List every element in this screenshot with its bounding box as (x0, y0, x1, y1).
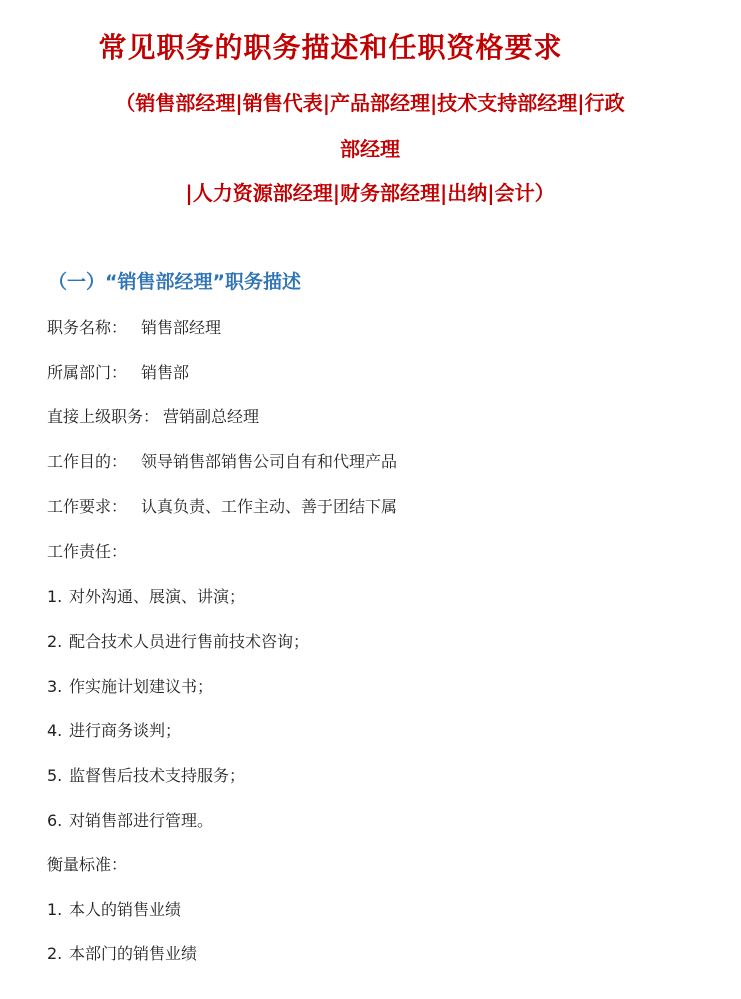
field-value: 销售部经理 (141, 318, 222, 337)
list-item (47, 898, 181, 922)
field-label: 职务名称： (47, 318, 128, 337)
list-item (47, 675, 213, 699)
list-item-number: 1. (47, 900, 63, 919)
list-item-text: 对销售部进行管理。 (69, 811, 214, 830)
list-item-text: 配合技术人员进行售前技术咨询； (69, 632, 310, 651)
list-item-text: 对外沟通、展演、讲演； (69, 587, 246, 606)
list-item-text: 本部门的销售业绩 (69, 944, 198, 963)
field-value: 领导销售部销售公司自有和代理产品 (141, 452, 398, 471)
list-item-number: 6. (47, 811, 63, 830)
list-item (47, 719, 181, 743)
list-item-number: 2. (47, 632, 63, 651)
field-department (47, 361, 189, 385)
list-item-number: 4. (47, 721, 63, 740)
list-item-text: 作实施计划建议书； (69, 677, 214, 696)
list-item (47, 764, 245, 788)
field-job-title (47, 316, 221, 340)
field-requirements (47, 495, 397, 519)
list-item (47, 630, 309, 654)
list-item-number: 5. (47, 766, 63, 785)
list-item-number: 3. (47, 677, 63, 696)
field-value: 销售部 (141, 363, 190, 382)
field-supervisor (47, 405, 259, 429)
list-item (47, 585, 245, 609)
field-label: 工作目的： (47, 452, 128, 471)
field-label: 工作要求： (47, 497, 128, 516)
field-value: 营销副总经理 (163, 407, 260, 426)
document-subtitle-line3: |人力资源部经理|财务部经理|出纳|会计） (185, 181, 555, 205)
document-subtitle-line2: 部经理 (340, 137, 400, 161)
list-item-number: 1. (47, 587, 63, 606)
list-item-text: 本人的销售业绩 (69, 900, 182, 919)
standards-label: 衡量标准： (47, 855, 128, 874)
list-item-text: 进行商务谈判； (69, 721, 182, 740)
list-item (47, 942, 197, 966)
field-label: 直接上级职务： (47, 407, 160, 426)
responsibilities-label: 工作责任： (47, 542, 128, 561)
list-item-number: 2. (47, 944, 63, 963)
document-title: 常见职务的职务描述和任职资格要求 (98, 31, 563, 64)
list-item (47, 809, 213, 833)
field-purpose (47, 450, 397, 474)
list-item-text: 监督售后技术支持服务； (69, 766, 246, 785)
document-subtitle-line1: （销售部经理|销售代表|产品部经理|技术支持部经理|行政 (115, 91, 625, 115)
field-label: 所属部门： (47, 363, 128, 382)
field-value: 认真负责、工作主动、善于团结下属 (141, 497, 398, 516)
section-heading: （一）“销售部经理”职务描述 (48, 271, 301, 293)
